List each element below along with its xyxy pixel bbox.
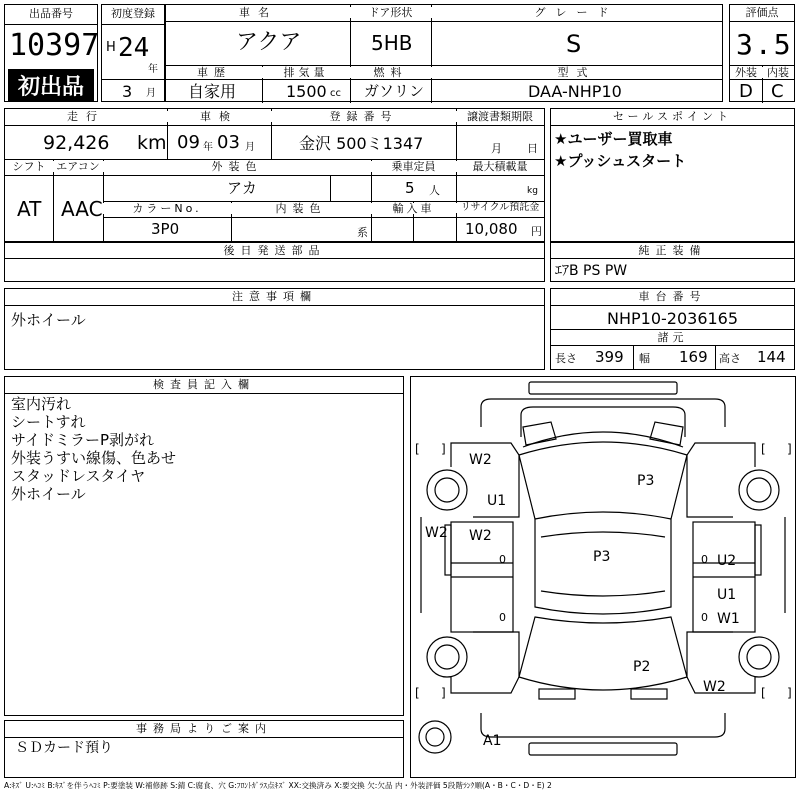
int-grade: C <box>771 81 784 102</box>
svg-text:]: ] <box>787 686 792 700</box>
caution-text: 外ホイール <box>11 311 86 329</box>
door-type: 5HB <box>371 31 413 55</box>
damage-mark: W2 <box>469 452 492 468</box>
office-box <box>4 720 404 778</box>
reg-number: 金沢 500ミ1347 <box>299 134 424 153</box>
chassis-number: NHP10-2036165 <box>607 309 739 328</box>
grade: S <box>566 30 582 58</box>
era: H <box>106 40 116 55</box>
score-label: 評価点 <box>730 7 794 18</box>
first-reg-box <box>101 4 165 102</box>
door-label: ドア形状 <box>350 7 431 18</box>
reg-year: 24 <box>118 33 150 63</box>
score: 3.5 <box>736 28 793 61</box>
grade-label: グレード <box>431 7 722 18</box>
import-label: 輸入車 <box>371 203 456 214</box>
sales-points-box <box>550 108 795 242</box>
inspector-label: 検査員記入欄 <box>5 379 403 390</box>
load-unit: kg <box>527 186 538 196</box>
equipment: ｴｱB PS PW <box>555 263 628 279</box>
colorno: 3P0 <box>151 220 180 238</box>
colorno-label: カラーNo. <box>103 203 231 214</box>
damage-mark: U2 <box>717 553 737 569</box>
model: DAA-NHP10 <box>528 82 622 101</box>
disp-label: 排気量 <box>262 67 350 78</box>
inspector-box <box>4 376 404 716</box>
sales-point: ★ユーザー買取車 <box>554 130 673 148</box>
svg-text:[: [ <box>761 686 766 700</box>
office-label: 事務局よりご案内 <box>5 723 403 734</box>
fuel-label: 燃料 <box>350 67 431 78</box>
reg-label: 登録番号 <box>271 111 456 122</box>
width-label: 幅 <box>639 352 650 365</box>
svg-text:0: 0 <box>701 553 708 566</box>
dims-label: 諸元 <box>551 332 794 343</box>
damage-mark: W2 <box>703 679 726 695</box>
insp-month: 03 <box>217 132 240 153</box>
svg-text:[: [ <box>415 442 420 456</box>
interior-color-label: 内装色 <box>231 203 371 214</box>
first-reg-label: 初度登録 <box>102 8 164 19</box>
name-label: 車名 <box>166 7 350 18</box>
score-box <box>729 4 795 102</box>
history-label: 車歴 <box>166 67 262 78</box>
height: 144 <box>757 348 786 366</box>
interior-color-unit: 系 <box>357 226 368 239</box>
damage-mark: W2 <box>469 528 492 544</box>
recycle: 10,080 <box>465 220 518 238</box>
damage-mark: W2 <box>425 525 448 541</box>
inspector-line: サイドミラーP剥がれ <box>11 431 154 449</box>
parts-box <box>4 242 545 282</box>
inspector-line: 外装うすい線傷、色あせ <box>11 449 177 467</box>
damage-mark: A1 <box>483 733 502 749</box>
svg-text:[: [ <box>415 686 420 700</box>
lot-box <box>4 4 98 102</box>
mileage: 92,426 <box>43 132 110 154</box>
svg-text:[: [ <box>761 442 766 456</box>
recycle-label: リサイクル預託金 <box>456 203 544 213</box>
disp-unit: cc <box>330 88 341 99</box>
sales-point: ★プッシュスタート <box>554 152 687 170</box>
transfer-label: 譲渡書類期限 <box>456 111 544 122</box>
office-text: ＳＤカード預り <box>15 740 113 756</box>
inspector-line: シートすれ <box>11 413 86 431</box>
caution-label: 注意事項欄 <box>5 291 544 302</box>
model-label: 型式 <box>431 67 722 78</box>
insp-year-unit: 年 <box>203 142 213 153</box>
fuel: ガソリン <box>364 82 425 100</box>
svg-text:]: ] <box>441 442 446 456</box>
int-label: 内装 <box>762 67 794 78</box>
reg-month: 3 <box>122 82 133 101</box>
year-unit: 年 <box>148 64 158 75</box>
insp-year: 09 <box>177 132 200 153</box>
details-box <box>4 108 545 242</box>
chassis-label: 車台番号 <box>551 291 794 302</box>
ext-grade: D <box>739 81 753 102</box>
mileage-label: 走行 <box>5 111 167 122</box>
capacity-unit: 人 <box>429 184 440 197</box>
svg-text:0: 0 <box>499 611 506 624</box>
parts-label: 後日発送部品 <box>5 245 544 256</box>
car-diagram <box>410 376 796 778</box>
height-label: 高さ <box>719 352 741 365</box>
displacement: 1500 <box>286 82 327 101</box>
first-listing-badge: 初出品 <box>8 69 94 101</box>
inspector-line: スタッドレスタイヤ <box>11 467 146 485</box>
equip-box <box>550 242 795 282</box>
history: 自家用 <box>188 82 237 101</box>
color: アカ <box>227 179 257 197</box>
damage-mark: W1 <box>717 611 740 627</box>
load-label: 最大積載量 <box>456 161 544 172</box>
month-unit: 月 <box>146 88 156 99</box>
length-label: 長さ <box>555 352 577 365</box>
ext-label: 外装 <box>730 67 762 78</box>
svg-text:]: ] <box>441 686 446 700</box>
width: 169 <box>679 348 708 366</box>
inspector-line: 室内汚れ <box>11 395 72 413</box>
chassis-box <box>550 288 795 370</box>
damage-mark: U1 <box>717 587 737 603</box>
svg-text:0: 0 <box>499 553 506 566</box>
inspection-label: 車検 <box>167 111 271 122</box>
car-name: アクア <box>236 30 302 55</box>
ac: AAC <box>61 197 103 221</box>
mileage-unit: km <box>137 132 167 154</box>
length: 399 <box>595 348 624 366</box>
damage-mark: U1 <box>487 493 507 509</box>
capacity-label: 乗車定員 <box>371 161 456 172</box>
inspector-line: 外ホイール <box>11 485 86 503</box>
damage-mark: P3 <box>593 549 611 565</box>
lot-number: 10397 <box>9 28 100 63</box>
legend: A:ｷｽﾞ U:ﾍｺﾐ B:ｷｽﾞを伴うﾍｺﾐ P:要塗装 W:補修跡 S:錆 C:腐食、穴 G:ﾌﾛﾝﾄｶﾞﾗｽ点ｷｽﾞ XX:交換済み X:要交換 欠:欠品 内・外装評価 5段階ﾗﾝｸ順(A・B・C・D・E) 2 <box>4 781 552 790</box>
ac-label: エアコン <box>53 161 103 172</box>
transfer-day-unit: 日 <box>527 142 538 155</box>
damage-mark: P3 <box>637 473 655 489</box>
shift-label: シフト <box>5 161 53 172</box>
damage-mark: P2 <box>633 659 651 675</box>
shift: AT <box>17 197 42 221</box>
transfer-month-unit: 月 <box>491 142 502 155</box>
svg-text:]: ] <box>787 442 792 456</box>
insp-month-unit: 月 <box>245 142 255 153</box>
recycle-unit: 円 <box>531 225 542 238</box>
caution-box <box>4 288 545 370</box>
vehicle-box <box>165 4 723 102</box>
svg-text:0: 0 <box>701 611 708 624</box>
lot-label: 出品番号 <box>5 8 97 19</box>
car-diagram-drawing <box>411 377 795 777</box>
capacity: 5 <box>405 179 415 197</box>
equip-label: 純正装備 <box>551 245 794 256</box>
color-label: 外装色 <box>103 161 371 172</box>
sales-label: セールスポイント <box>551 111 794 122</box>
